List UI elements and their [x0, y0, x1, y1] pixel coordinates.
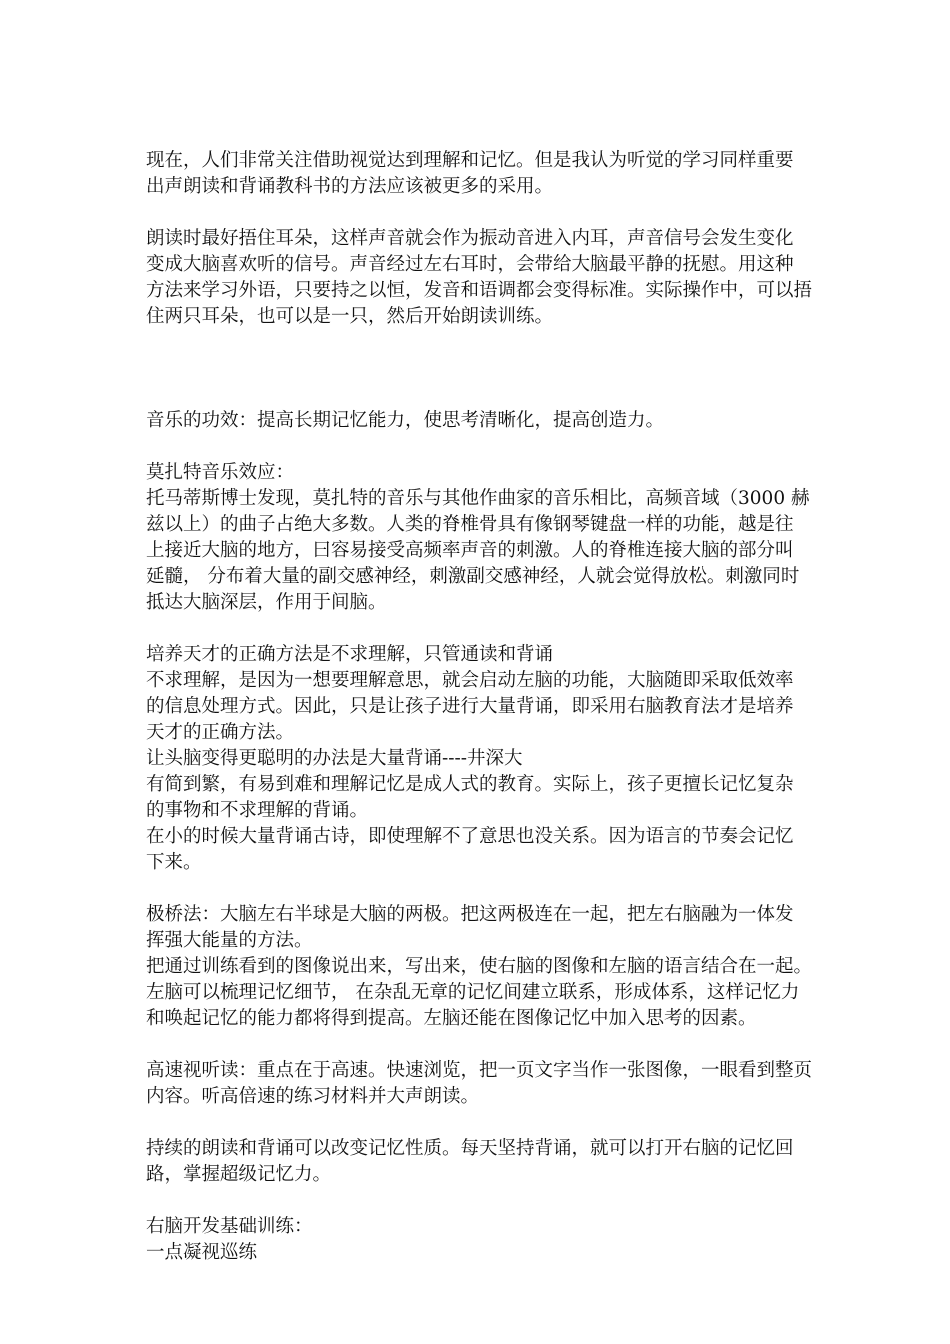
text-line: 极桥法：大脑左右半球是大脑的两极。把这两极连在一起，把左右脑融为一体发 — [146, 904, 794, 925]
text-line: 兹以上）的曲子占绝大多数。人类的脊椎骨具有像钢琴键盘一样的功能，越是往 — [146, 514, 794, 535]
text-line: 天才的正确方法。 — [146, 722, 295, 743]
text-line: 的事物和不求理解的背诵。 — [146, 800, 369, 821]
text-line: 高速视听读：重点在于高速。快速浏览，把一页文字当作一张图像，一眼看到整页 — [146, 1060, 813, 1081]
text-line: 有简到繁，有易到难和理解记忆是成人式的教育。实际上，孩子更擅长记忆复杂 — [146, 774, 794, 795]
text-line: 现在，人们非常关注借助视觉达到理解和记忆。但是我认为听觉的学习同样重要 — [146, 150, 794, 171]
text-line: 左脑可以梳理记忆细节， 在杂乱无章的记忆间建立联系，形成体系，这样记忆力 — [146, 982, 800, 1003]
paragraph — [146, 1058, 836, 1110]
text-line: 挥强大能量的方法。 — [146, 930, 313, 951]
text-line: 上接近大脑的地方，曰容易接受高频率声音的刺激。人的脊椎连接大脑的部分叫 — [146, 540, 794, 561]
text-line: 培养天才的正确方法是不求理解，只管通读和背诵 — [146, 644, 554, 665]
text-line: 和唤起记忆的能力都将得到提高。左脑还能在图像记忆中加入思考的因素。 — [146, 1008, 757, 1029]
paragraph-spacer — [146, 1110, 836, 1136]
text-line: 路，掌握超级记忆力。 — [146, 1164, 332, 1185]
paragraph — [146, 408, 836, 434]
text-line: 把通过训练看到的图像说出来，写出来，使右脑的图像和左脑的语言结合在一起。 — [146, 956, 813, 977]
text-line: 朗读时最好捂住耳朵，这样声音就会作为振动音进入内耳，声音信号会发生变化 — [146, 228, 794, 249]
text-line: 托马蒂斯博士发现，莫扎特的音乐与其他作曲家的音乐相比，高频音域（3000 赫 — [146, 488, 810, 509]
text-line: 住两只耳朵，也可以是一只，然后开始朗读训练。 — [146, 306, 554, 327]
text-line: 让头脑变得更聪明的办法是大量背诵----井深大 — [146, 748, 523, 769]
document-body — [146, 148, 836, 1266]
text-line: 出声朗读和背诵教科书的方法应该被更多的采用。 — [146, 176, 554, 197]
paragraph-spacer — [146, 876, 836, 902]
paragraph — [146, 642, 836, 876]
text-line: 不求理解，是因为一想要理解意思，就会启动左脑的功能，大脑随即采取低效率 — [146, 670, 794, 691]
text-line: 内容。听高倍速的练习材料并大声朗读。 — [146, 1086, 480, 1107]
text-line: 在小的时候大量背诵古诗，即使理解不了意思也没关系。因为语言的节奏会记忆 — [146, 826, 794, 847]
paragraph-spacer — [146, 1188, 836, 1214]
paragraph — [146, 902, 836, 1032]
text-line: 的信息处理方式。因此，只是让孩子进行大量背诵，即采用右脑教育法才是培养 — [146, 696, 794, 717]
paragraph-spacer — [146, 200, 836, 226]
text-line: 变成大脑喜欢听的信号。声音经过左右耳时，会带给大脑最平静的抚慰。用这种 — [146, 254, 794, 275]
paragraph-spacer — [146, 382, 836, 408]
paragraph-spacer — [146, 1032, 836, 1058]
text-line: 延髓， 分布着大量的副交感神经，刺激副交感神经，人就会觉得放松。刺激同时 — [146, 566, 800, 587]
paragraph — [146, 460, 836, 616]
paragraph-spacer — [146, 616, 836, 642]
paragraph — [146, 1136, 836, 1188]
text-line: 抵达大脑深层，作用于间脑。 — [146, 592, 387, 613]
text-line: 方法来学习外语，只要持之以恒，发音和语调都会变得标准。实际操作中，可以捂 — [146, 280, 813, 301]
text-line: 一点凝视巡练 — [146, 1242, 258, 1263]
paragraph-spacer — [146, 330, 836, 382]
text-line: 音乐的功效：提高长期记忆能力，使思考清晰化，提高创造力。 — [146, 410, 665, 431]
paragraph — [146, 1214, 836, 1266]
paragraph — [146, 226, 836, 330]
text-line: 右脑开发基础训练： — [146, 1216, 313, 1237]
text-line: 持续的朗读和背诵可以改变记忆性质。每天坚持背诵，就可以打开右脑的记忆回 — [146, 1138, 794, 1159]
paragraph-spacer — [146, 434, 836, 460]
text-line: 下来。 — [146, 852, 202, 873]
paragraph — [146, 148, 836, 200]
text-line: 莫扎特音乐效应： — [146, 462, 295, 483]
